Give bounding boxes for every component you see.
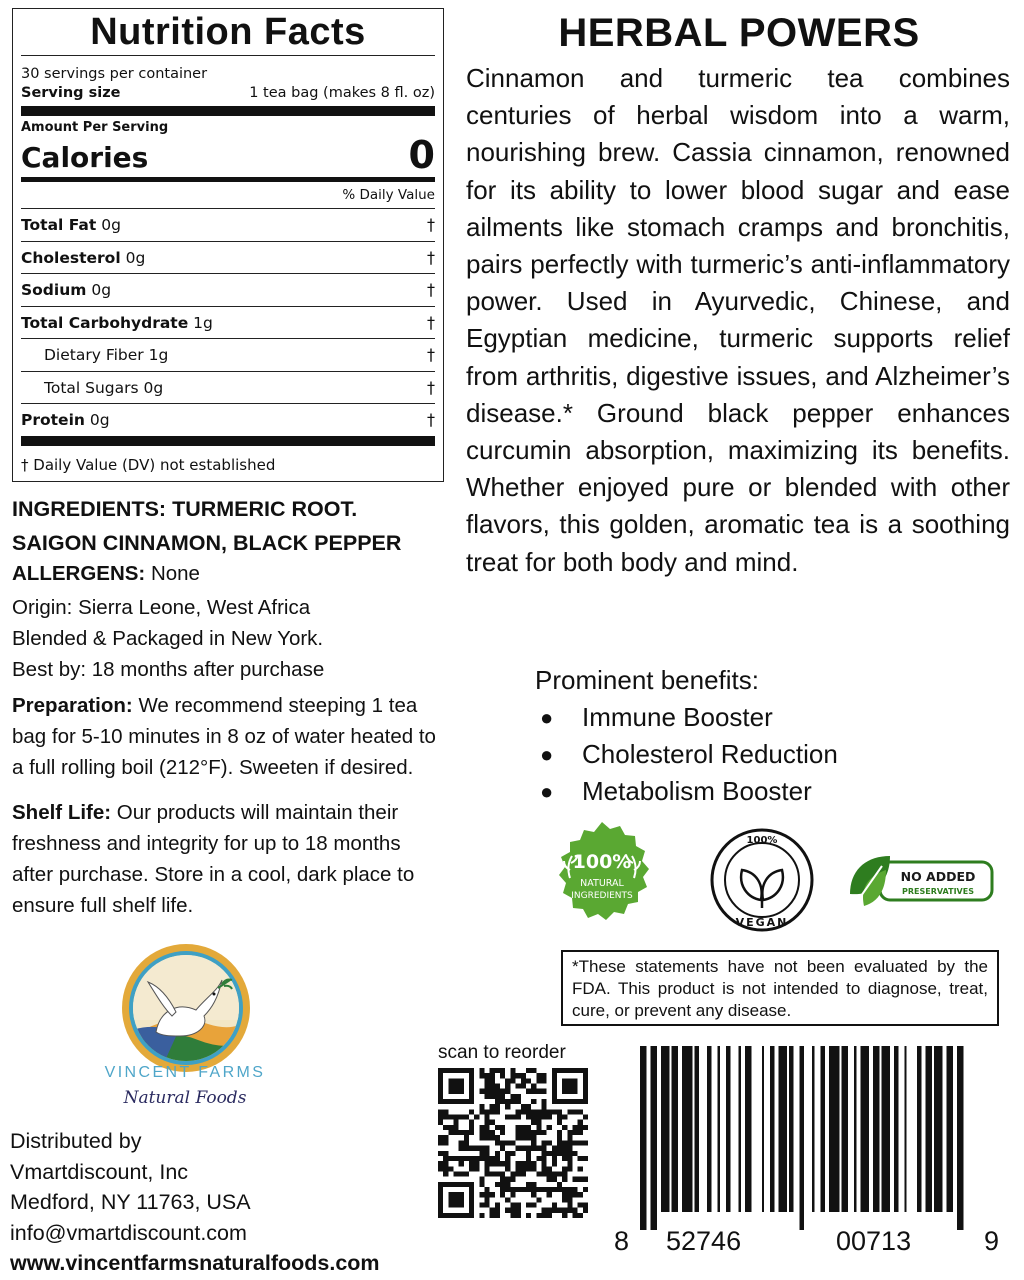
benefits-list: [540, 699, 838, 810]
benefits-title: Prominent benefits:: [535, 665, 760, 695]
barcode-digit-first: 8: [614, 1226, 630, 1256]
bullet-icon: ●: [540, 742, 554, 767]
nutrient-dv: †: [427, 410, 435, 429]
nutrient-row: [21, 306, 435, 339]
calories-value: 0: [408, 133, 435, 177]
nutrient-dv: †: [427, 280, 435, 299]
preparation-label: Preparation:: [12, 694, 133, 717]
nutrient-row: [21, 338, 435, 371]
barcode-icon: [632, 1046, 1006, 1230]
distributor-line: Vmartdiscount, Inc: [10, 1159, 189, 1184]
preparation-text: We recommend steeping 1 tea: [132, 694, 418, 717]
barcode-digits-left: 52746: [666, 1226, 742, 1256]
nutrient-amount: 1g: [148, 346, 169, 364]
nutrient-row: [21, 208, 435, 241]
allergens: [12, 558, 512, 589]
benefit-label: Cholesterol Reduction: [582, 739, 838, 769]
nutrient-amount: 0g: [101, 216, 121, 234]
bullet-icon: ●: [540, 779, 554, 804]
natural-badge-percent: 100%: [572, 851, 632, 873]
divider-thick: [21, 106, 435, 116]
distributor-block: [10, 1126, 380, 1279]
nutrient-amount: 0g: [125, 248, 146, 267]
no-preservatives-line1: NO ADDED: [900, 869, 976, 884]
distributor-website: www.vincentfarmsnaturalfoods.com: [10, 1251, 380, 1275]
vegan-badge-percent: 100%: [746, 835, 778, 846]
divider: [21, 55, 435, 56]
herbal-powers-description: Cinnamon and turmeric tea combines centuries of herbal wisdom into a warm, nourishing brew. Cassia cinnamon, renowned for its ability to lower blood sugar and ease ailments like stomach cramps and bronchitis, pairs perfectly with turmeric’s anti-inflammatory power. Used in Ayurvedic, Chinese, and Egyptian medicine, turmeric supports relief from arthritis, digestive issues, and Alzheimer’s disease.* Ground black pepper enhances curcumin absorption, maximizing its benefits. Whether enjoyed pure or blended with other flavors, this golden, aromatic tea is a soothing treat for both body and mind.: [466, 63, 1010, 577]
nutrient-row: [21, 403, 435, 436]
shelf-life-text: Our products will maintain their: [111, 801, 399, 824]
nutrient-amount: 0g: [89, 411, 110, 429]
natural-badge-line3: INGREDIENTS: [571, 891, 633, 901]
origin: Origin: Sierra Leone, West Africa: [12, 596, 311, 619]
serving-size-value: 1 tea bag (makes 8 fl. oz): [249, 85, 435, 101]
distributor-email: info@vmartdiscount.com: [10, 1220, 247, 1245]
nutrient-dv: †: [427, 247, 435, 267]
allergens-value: None: [145, 562, 200, 585]
vegan-badge-label: VEGAN: [735, 916, 789, 929]
benefit-item: [540, 736, 838, 773]
benefit-item: [540, 699, 838, 736]
allergens-label: ALLERGENS:: [12, 562, 146, 585]
serving-size-row: [21, 83, 435, 103]
distributor-line: Medford, NY 11763, USA: [10, 1190, 251, 1214]
nutrient-name: Dietary Fiber: [44, 346, 144, 364]
calories-label: Calories: [21, 141, 149, 174]
amount-per-serving: Amount Per Serving: [21, 120, 169, 135]
daily-value-footnote: † Daily Value (DV) not established: [21, 455, 276, 474]
natural-ingredients-badge-icon: [548, 820, 656, 928]
bullet-icon: ●: [540, 705, 554, 730]
preparation-text: a full rolling boil (212°F). Sweeten if desired.: [12, 756, 414, 779]
calories-row: [21, 135, 435, 175]
nutrient-name: Sodium: [21, 281, 87, 299]
nutrient-name: Total Sugars: [44, 378, 139, 397]
shelf-life-text: ensure full shelf life.: [12, 894, 194, 917]
nutrient-amount: 0g: [143, 378, 164, 397]
daily-value-header: % Daily Value: [342, 187, 435, 203]
shelf-life-text: freshness and integrity for up to 18 months: [12, 832, 401, 855]
origin-block: [12, 592, 512, 685]
nutrient-dv: †: [427, 345, 435, 364]
barcode-digit-last: 9: [984, 1226, 1000, 1256]
shelf-life-label: Shelf Life:: [12, 801, 112, 824]
benefit-item: [540, 773, 838, 810]
no-preservatives-line2: PRESERVATIVES: [902, 887, 974, 896]
servings-per-container: 30 servings per container: [21, 66, 208, 82]
nutrient-dv: †: [427, 312, 435, 332]
nutrition-facts-panel: [12, 8, 444, 482]
ingredients-line: INGREDIENTS: TURMERIC ROOT.: [12, 497, 358, 521]
qr-code-icon[interactable]: [438, 1068, 588, 1218]
brand-tagline: Natural Foods: [123, 1088, 247, 1108]
nutrient-name: Total Carbohydrate: [21, 313, 189, 332]
nutrient-amount: 1g: [193, 313, 213, 332]
nutrient-name: Total Fat: [21, 216, 97, 234]
vincent-farms-logo-icon: [118, 940, 254, 1076]
benefit-label: Immune Booster: [582, 702, 773, 732]
ingredients-line: SAIGON CINNAMON, BLACK PEPPER: [12, 531, 402, 555]
nutrient-row: [21, 371, 435, 404]
packaged: Blended & Packaged in New York.: [12, 627, 324, 650]
distributor-line: Distributed by: [10, 1129, 142, 1153]
herbal-powers-title: HERBAL POWERS: [558, 11, 920, 55]
nutrient-row: [21, 273, 435, 306]
benefit-label: Metabolism Booster: [582, 776, 812, 806]
serving-size-label: Serving size: [21, 85, 121, 101]
best-by: Best by: 18 months after purchase: [12, 658, 325, 681]
divider-thick: [21, 436, 435, 446]
barcode-digits-right: 00713: [836, 1226, 912, 1256]
shelf-life: [12, 797, 512, 921]
preparation: [12, 690, 512, 783]
preparation-text: bag for 5-10 minutes in 8 oz of water heated to: [12, 725, 436, 748]
fda-disclaimer: *These statements have not been evaluated by the FDA. This product is not intended to diagnose, treat, cure, or prevent any disease.: [561, 950, 999, 1026]
nutrient-dv: †: [427, 377, 435, 397]
nutrient-amount: 0g: [91, 281, 112, 299]
nutrient-dv: †: [427, 215, 435, 234]
no-preservatives-badge-icon: [846, 850, 996, 912]
ingredients: [12, 492, 512, 560]
shelf-life-text: after purchase. Store in a cool, dark place to: [12, 863, 415, 886]
nutrient-name: Cholesterol: [21, 248, 121, 267]
vegan-badge-icon: [708, 826, 816, 934]
nutrient-row: [21, 241, 435, 274]
natural-badge-line2: NATURAL: [580, 878, 624, 889]
nutrition-facts-title: Nutrition Facts: [90, 11, 366, 53]
scan-to-reorder-label: scan to reorder: [438, 1042, 566, 1063]
nutrient-name: Protein: [21, 411, 85, 429]
brand-name: VINCENT FARMS: [104, 1064, 266, 1081]
